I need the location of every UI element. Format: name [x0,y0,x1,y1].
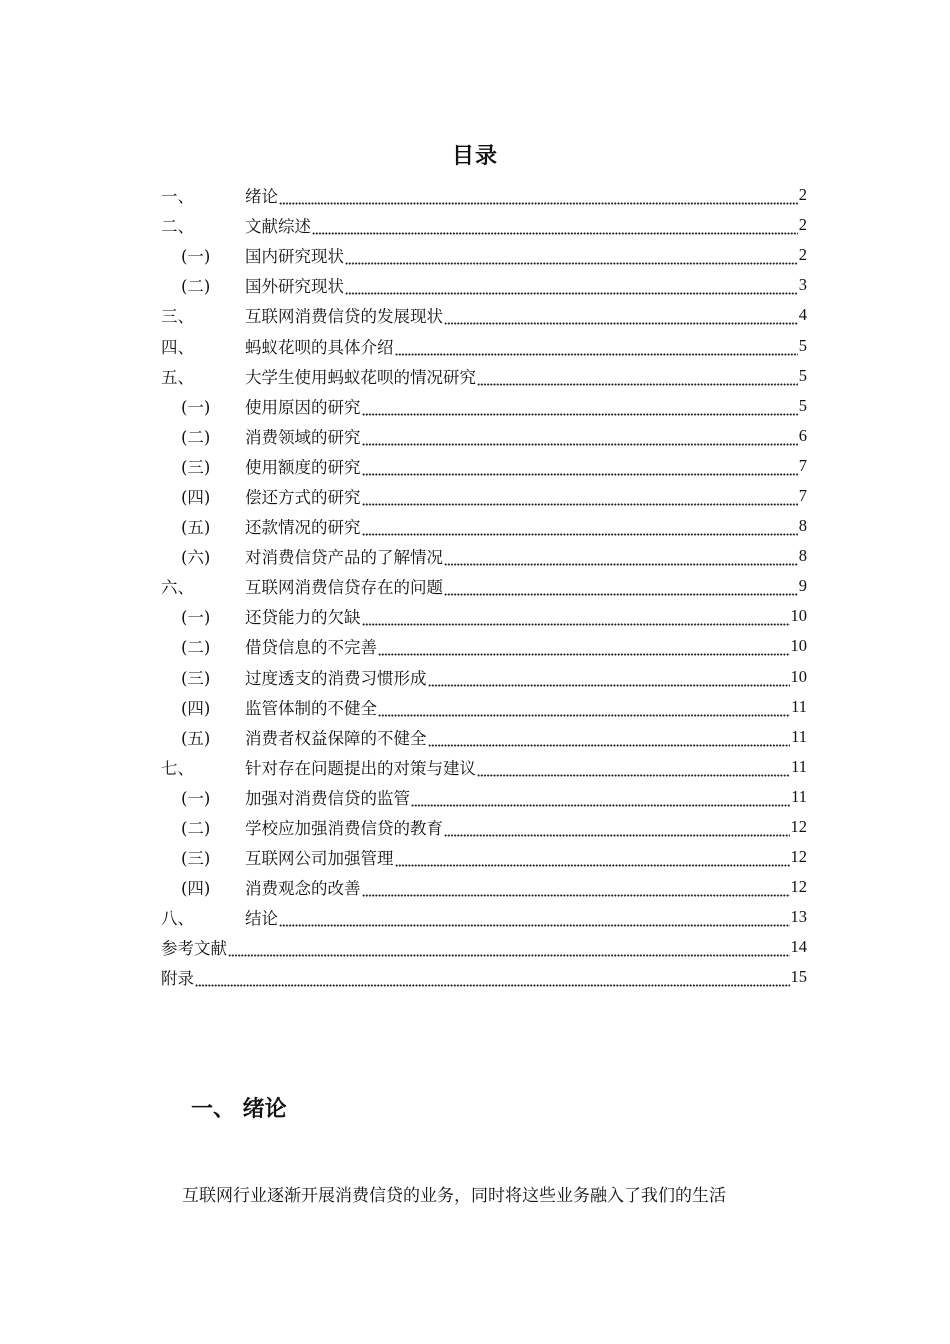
toc-dot-leader [411,791,790,807]
toc-entry-page-number: 11 [791,696,807,716]
toc-entry-number: (二) [181,638,211,658]
toc-entry-number: (二) [181,277,211,297]
toc-entry-page-number: 7 [798,455,807,475]
toc-entry-label: 消费领域的研究 [245,427,361,447]
toc-entry-page-number: 13 [790,907,807,927]
toc-entry[interactable] [161,842,807,872]
toc-entry-label: 互联网消费信贷存在的问题 [245,578,443,598]
toc-entry[interactable] [161,662,807,692]
toc-entry-number: 四、 [161,337,194,357]
toc-entry-label: 结论 [245,909,278,929]
toc-entry-label: 附录 [161,969,194,989]
body-paragraph: 互联网行业逐渐开展消费信贷的业务，同时将这些业务融入了我们的生活 [182,1186,726,1206]
toc-entry-number: (二) [181,427,211,447]
toc-entry-label: 针对存在问题提出的对策与建议 [245,758,476,778]
toc-entry[interactable] [161,631,807,661]
toc-entry-page-number: 12 [790,877,807,897]
toc-dot-leader [195,971,790,987]
toc-entry-page-number: 7 [798,485,807,505]
toc-entry-label: 互联网消费信贷的发展现状 [245,307,443,327]
toc-entry-number: (二) [181,819,211,839]
toc-entry[interactable] [161,932,807,962]
toc-entry-page-number: 3 [798,275,807,295]
toc-entry-page-number: 15 [790,967,807,987]
toc-dot-leader [362,881,790,897]
toc-entry-page-number: 10 [790,606,807,626]
toc-entry-page-number: 11 [791,726,807,746]
toc-entry-number: 三、 [161,307,194,327]
toc-entry-label: 还款情况的研究 [245,518,361,538]
toc-dot-leader [428,731,791,747]
toc-entry-label: 学校应加强消费信贷的教育 [245,819,443,839]
toc-entry[interactable] [161,722,807,752]
toc-entry[interactable] [161,481,807,511]
toc-entry-page-number: 2 [798,245,807,265]
toc-entry[interactable] [161,361,807,391]
toc-entry-label: 过度透支的消费习惯形成 [245,668,427,688]
toc-entry-label: 文献综述 [245,217,311,237]
toc-entry-number: (四) [181,879,211,899]
toc-entry-page-number: 2 [798,185,807,205]
toc-dot-leader [444,550,798,566]
toc-entry-number: 五、 [161,367,194,387]
toc-entry-number: 七、 [161,758,194,778]
toc-entry-number: (一) [181,247,211,267]
toc-entry-label: 消费观念的改善 [245,879,361,899]
toc-dot-leader [345,279,798,295]
toc-dot-leader [362,460,798,476]
toc-entry-number: (五) [181,518,211,538]
toc-entry-number: (三) [181,457,211,477]
toc-entry-label: 绪论 [245,187,278,207]
toc-dot-leader [378,701,790,717]
toc-entry[interactable] [161,330,807,360]
toc-entry-label: 使用原因的研究 [245,397,361,417]
toc-entry-label: 互联网公司加强管理 [245,849,394,869]
toc-entry-page-number: 5 [798,335,807,355]
toc-dot-leader [444,309,798,325]
toc-entry-page-number: 2 [798,215,807,235]
toc-dot-leader [362,490,798,506]
toc-entry[interactable] [161,872,807,902]
toc-entry[interactable] [161,601,807,631]
toc-entry-page-number: 12 [790,817,807,837]
toc-entry-page-number: 11 [791,756,807,776]
toc-entry-number: (一) [181,608,211,628]
toc-dot-leader [279,911,790,927]
toc-dot-leader [395,851,790,867]
toc-entry-number: (一) [181,397,211,417]
toc-entry-label: 监管体制的不健全 [245,698,377,718]
toc-dot-leader [345,249,798,265]
toc-dot-leader [444,821,790,837]
toc-entry-number: 八、 [161,909,194,929]
toc-entry-number: (三) [181,849,211,869]
toc-entry-number: (四) [181,487,211,507]
toc-entry[interactable] [161,752,807,782]
toc-entry[interactable] [161,240,807,270]
toc-entry-label: 国内研究现状 [245,247,344,267]
toc-entry-number: (四) [181,698,211,718]
toc-dot-leader [477,370,798,386]
toc-entry-label: 消费者权益保障的不健全 [245,728,427,748]
toc-dot-leader [362,520,798,536]
toc-entry-label: 偿还方式的研究 [245,487,361,507]
toc-dot-leader [378,640,790,656]
table-of-contents [161,180,807,993]
toc-entry[interactable] [161,782,807,812]
toc-dot-leader [228,941,790,957]
toc-dot-leader [428,671,790,687]
toc-entry[interactable] [161,812,807,842]
toc-entry-page-number: 5 [798,365,807,385]
toc-entry-label: 还贷能力的欠缺 [245,608,361,628]
toc-entry-label: 加强对消费信贷的监管 [245,788,410,808]
toc-entry-page-number: 8 [798,516,807,536]
toc-entry-number: (五) [181,728,211,748]
toc-entry[interactable] [161,300,807,330]
toc-entry-label: 参考文献 [161,939,227,959]
toc-title: 目录 [451,144,498,169]
toc-dot-leader [362,430,798,446]
toc-dot-leader [312,219,798,235]
toc-entry-number: (三) [181,668,211,688]
toc-entry-label: 使用额度的研究 [245,457,361,477]
toc-dot-leader [477,761,790,777]
toc-entry[interactable] [161,571,807,601]
toc-entry-page-number: 10 [790,636,807,656]
toc-entry-number: 一、 [161,187,194,207]
toc-entry-page-number: 9 [798,576,807,596]
toc-entry-page-number: 14 [790,937,807,957]
toc-entry-page-number: 5 [798,395,807,415]
toc-entry-label: 蚂蚁花呗的具体介绍 [245,337,394,357]
toc-entry[interactable] [161,451,807,481]
toc-entry[interactable] [161,270,807,300]
toc-dot-leader [395,340,798,356]
section-heading: 一、 绪论 [191,1097,287,1122]
toc-entry[interactable] [161,962,807,992]
toc-entry-page-number: 6 [798,425,807,445]
toc-entry-number: 六、 [161,578,194,598]
toc-entry-page-number: 12 [790,847,807,867]
toc-entry[interactable] [161,421,807,451]
toc-dot-leader [362,400,798,416]
toc-dot-leader [279,189,798,205]
toc-entry-number: (一) [181,788,211,808]
toc-entry-number: 二、 [161,217,194,237]
toc-entry[interactable] [161,692,807,722]
toc-entry[interactable] [161,210,807,240]
toc-entry-label: 借贷信息的不完善 [245,638,377,658]
toc-entry[interactable] [161,180,807,210]
toc-entry-page-number: 10 [790,666,807,686]
toc-entry[interactable] [161,391,807,421]
toc-entry-page-number: 11 [791,786,807,806]
toc-dot-leader [362,610,790,626]
toc-entry[interactable] [161,541,807,571]
toc-dot-leader [444,580,798,596]
toc-entry-page-number: 4 [798,305,807,325]
toc-entry[interactable] [161,902,807,932]
toc-entry-label: 对消费信贷产品的了解情况 [245,548,443,568]
toc-entry-label: 大学生使用蚂蚁花呗的情况研究 [245,367,476,387]
toc-entry-label: 国外研究现状 [245,277,344,297]
toc-entry-number: (六) [181,548,211,568]
toc-entry-page-number: 8 [798,546,807,566]
toc-entry[interactable] [161,511,807,541]
